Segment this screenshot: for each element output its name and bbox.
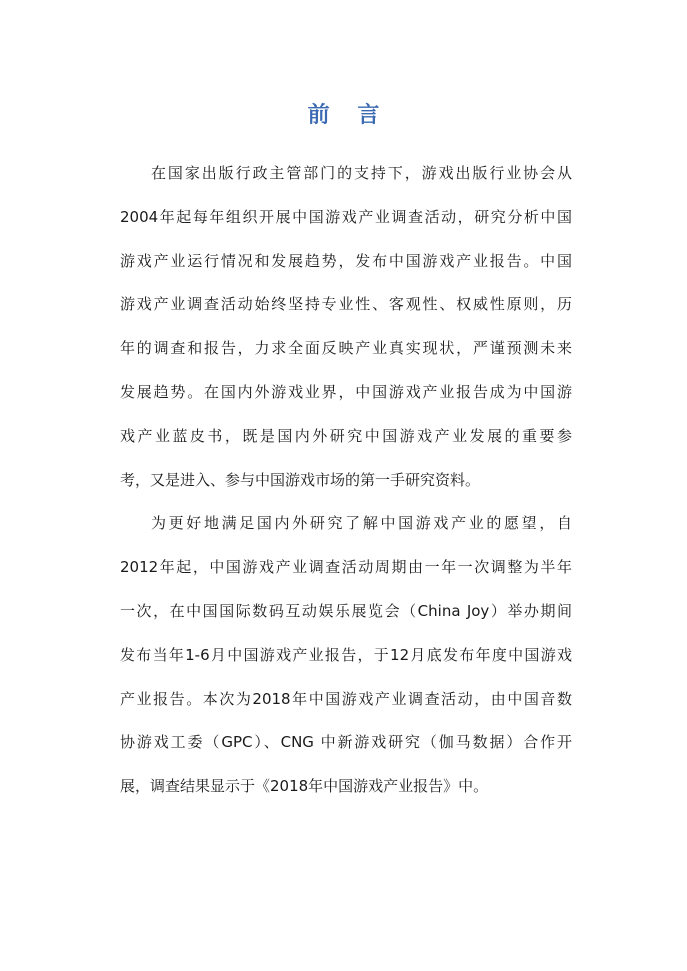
text-line: 为更好地满足国内外研究了解中国游戏产业的愿望，自 [151,514,572,533]
text-line: 在国家出版行政主管部门的支持下，游戏出版行业协会从 [151,164,572,182]
text-line: 发展趋势。在国内外游戏业界，中国游戏产业报告成为中国游 [120,382,572,401]
text-line: 展，调查结果显示于《2018年中国游戏产业报告》中。 [120,777,489,796]
text-line: 一次，在中国国际数码互动娱乐展览会（China Joy）举办期间 [120,601,572,620]
text-line: 发布当年1-6月中国游戏产业报告，于12月底发布年度中国游戏 [120,645,572,664]
text-line: 戏产业蓝皮书，既是国内外研究中国游戏产业发展的重要参 [120,426,572,445]
paragraph-2 [120,506,572,813]
text-line: 2004年起每年组织开展中国游戏产业调查活动，研究分析中国 [120,207,572,226]
text-line: 游戏产业调查活动始终坚持专业性、客观性、权威性原则，历 [120,295,572,314]
text-line: 产业报告。本次为2018年中国游戏产业调查活动，由中国音数 [120,689,572,708]
text-line: 协游戏工委（GPC）、CNG 中新游戏研究（伽马数据）合作开 [120,733,572,752]
text-line: 2012年起，中国游戏产业调查活动周期由一年一次调整为半年 [120,558,572,577]
body-text [120,156,572,813]
paragraph-1 [120,156,572,506]
page-title: 前 言 [307,103,390,128]
text-line: 年的调查和报告，力求全面反映产业真实现状，严谨预测未来 [120,339,572,358]
text-line: 考，又是进入、参与中国游戏市场的第一手研究资料。 [120,470,481,489]
text-line: 游戏产业运行情况和发展趋势，发布中国游戏产业报告。中国 [120,251,572,270]
